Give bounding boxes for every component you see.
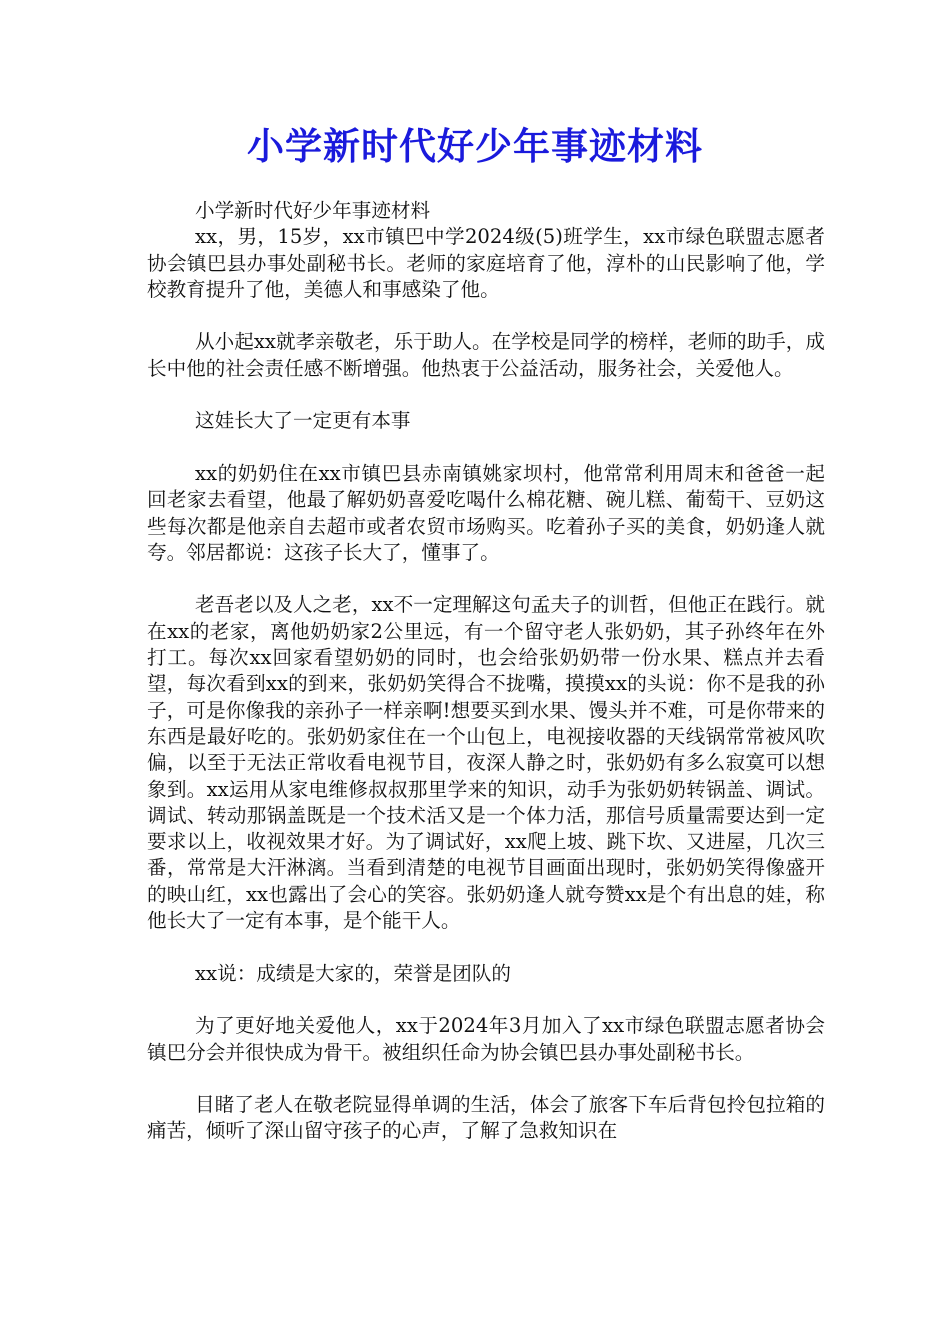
paragraph-gap <box>147 934 825 960</box>
grandma-paragraph: xx的奶奶住在xx市镇巴县赤南镇姚家坝村，他常常利用周末和爸爸一起回老家去看望，他最了解奶奶喜爱吃喝什么棉花糖、碗儿糕、葡萄干、豆奶这些每次都是他亲自去超市或者农贸市场购买。吃着孙子买的美食，奶奶逢人就夸。邻居都说：这孩子长大了，懂事了。 <box>147 461 825 564</box>
paragraph-gap <box>147 1066 825 1092</box>
document-body <box>147 198 825 1145</box>
paragraph-gap <box>147 566 825 592</box>
section-heading-team: xx说：成绩是大家的，荣誉是团队的 <box>195 961 512 985</box>
paragraph-gap <box>147 303 825 329</box>
volunteer-paragraph: 为了更好地关爱他人，xx于2024年3月加入了xx市绿色联盟志愿者协会镇巴分会并很快成为骨干。被组织任命为协会镇巴县办事处副秘书长。 <box>147 1014 825 1064</box>
elderly-care-paragraph: 老吾老以及人之老，xx不一定理解这句孟夫子的训哲，但他正在践行。就在xx的老家，离他奶奶家2公里远，有一个留守老人张奶奶，其子孙终年在外打工。每次xx回家看望奶奶的同时，也会给张奶奶带一份水果、糕点并去看望，每次看到xx的到来，张奶奶笑得合不拢嘴，摸摸xx的头说：你不是我的孙子，可是你像我的亲孙子一样亲啊!想要买到水果、馒头并不难，可是你带来的东西是最好吃的。张奶奶家住在一个山包上，电视接收器的天线锅常常被风吹偏，以至于无法正常收看电视节目，夜深人静之时，张奶奶有多么寂寞可以想象到。xx运用从家电维修叔叔那里学来的知识，动手为张奶奶转锅盖、调试。调试、转动那锅盖既是一个技术活又是一个体力活，那信号质量需要达到一定要求以上，收视效果才好。为了调试好，xx爬上坡、跳下坎、又进屋，几次三番，常常是大汗淋漓。当看到清楚的电视节目画面出现时，张奶奶笑得像盛开的映山红，xx也露出了会心的笑容。张奶奶逢人就夸赞xx是个有出息的娃，称他长大了一定有本事，是个能干人。 <box>147 593 825 933</box>
section-heading-ability: 这娃长大了一定更有本事 <box>195 409 411 433</box>
paragraph-gap <box>147 435 825 461</box>
intro-paragraph: xx，男，15岁，xx市镇巴中学2024级(5)班学生，xx市绿色联盟志愿者协会镇巴县办事处副秘书长。老师的家庭培育了他，淳朴的山民影响了他，学校教育提升了他，美德人和事感染了他。 <box>147 225 825 301</box>
filial-paragraph: 从小起xx就孝亲敬老，乐于助人。在学校是同学的榜样，老师的助手，成长中他的社会责任感不断增强。他热衷于公益活动，服务社会，关爱他人。 <box>147 330 825 380</box>
intro-heading-paragraph: 小学新时代好少年事迹材料 <box>195 199 431 222</box>
paragraph-gap <box>147 382 825 408</box>
document-title: 小学新时代好少年事迹材料 <box>247 125 703 168</box>
observation-paragraph: 目睹了老人在敬老院显得单调的生活，体会了旅客下车后背包拎包拉箱的痛苦，倾听了深山留守孩子的心声，了解了急救知识在 <box>147 1093 825 1143</box>
paragraph-gap <box>147 987 825 1013</box>
